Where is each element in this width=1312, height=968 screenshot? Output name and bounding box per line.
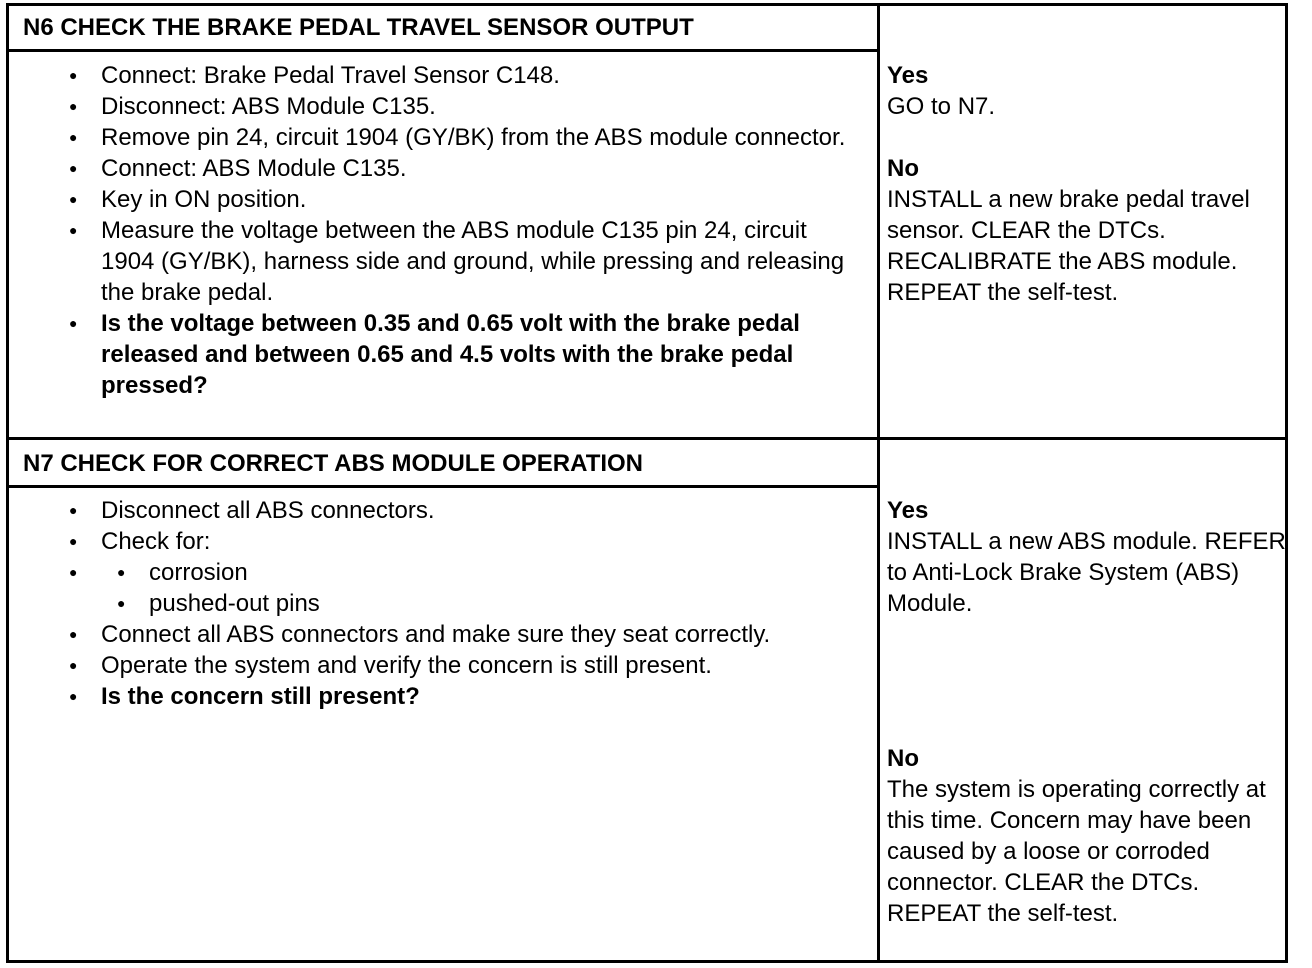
n7-title-divider <box>9 485 877 488</box>
n7-yes-label: Yes <box>887 497 929 524</box>
n6-step-6: ● Measure the voltage between the ABS module C135 pin 24, circuit 1904 (GY/BK), harness side and ground, while pressing and releasing the brake pedal. <box>65 215 865 308</box>
n6-step-1: ● Connect: Brake Pedal Travel Sensor C148. <box>65 60 865 91</box>
n7-steps <box>65 495 865 712</box>
n6-no-text: INSTALL a new brake pedal travel sensor. CLEAR the DTCs. RECALIBRATE the ABS module. REPEAT the self-test. <box>887 186 1250 306</box>
n7-sub-1: ● ● corrosion <box>65 557 865 588</box>
n6-step-5: ● Key in ON position. <box>65 184 865 215</box>
n7-step-3: ● Connect all ABS connectors and make sure they seat correctly. <box>65 619 865 650</box>
n6-yes-label: Yes <box>887 62 929 89</box>
n7-yes-block <box>887 495 1287 619</box>
n6-yes-text: GO to N7. <box>887 93 996 120</box>
section-divider <box>9 437 1285 440</box>
n7-step-2: ● Check for: <box>65 526 865 557</box>
n7-substeps <box>65 557 865 619</box>
n7-question: ● Is the concern still present? <box>65 681 865 712</box>
n6-title: N6 CHECK THE BRAKE PEDAL TRAVEL SENSOR OUTPUT <box>23 14 694 41</box>
n6-step-3: ● Remove pin 24, circuit 1904 (GY/BK) from the ABS module connector. <box>65 122 865 153</box>
n6-question: ● Is the voltage between 0.35 and 0.65 volt with the brake pedal released and between 0.65 and 4.5 volts with the brake pedal pressed? <box>65 308 865 401</box>
n7-no-label: No <box>887 745 919 772</box>
n6-title-divider <box>9 49 877 52</box>
n7-yes-text: INSTALL a new ABS module. REFER to Anti-Lock Brake System (ABS) Module. <box>887 528 1286 617</box>
n7-sub-list <box>65 557 865 619</box>
n6-step-2: ● Disconnect: ABS Module C135. <box>65 91 865 122</box>
n6-step-4: ● Connect: ABS Module C135. <box>65 153 865 184</box>
n7-sub-2: ● pushed-out pins <box>65 588 865 619</box>
n6-answers <box>887 60 1287 308</box>
n7-no-block <box>887 743 1287 929</box>
column-divider <box>877 6 880 960</box>
n6-steps <box>65 60 865 401</box>
n7-no-text: The system is operating correctly at this time. Concern may have been caused by a loose or corroded connector. CLEAR the DTCs. REPEAT the self-test. <box>887 776 1266 927</box>
n7-step-1: ● Disconnect all ABS connectors. <box>65 495 865 526</box>
n7-title: N7 CHECK FOR CORRECT ABS MODULE OPERATION <box>23 450 644 477</box>
n7-step-4: ● Operate the system and verify the concern is still present. <box>65 650 865 681</box>
diagnostic-table <box>6 3 1288 963</box>
n6-no-label: No <box>887 155 919 182</box>
